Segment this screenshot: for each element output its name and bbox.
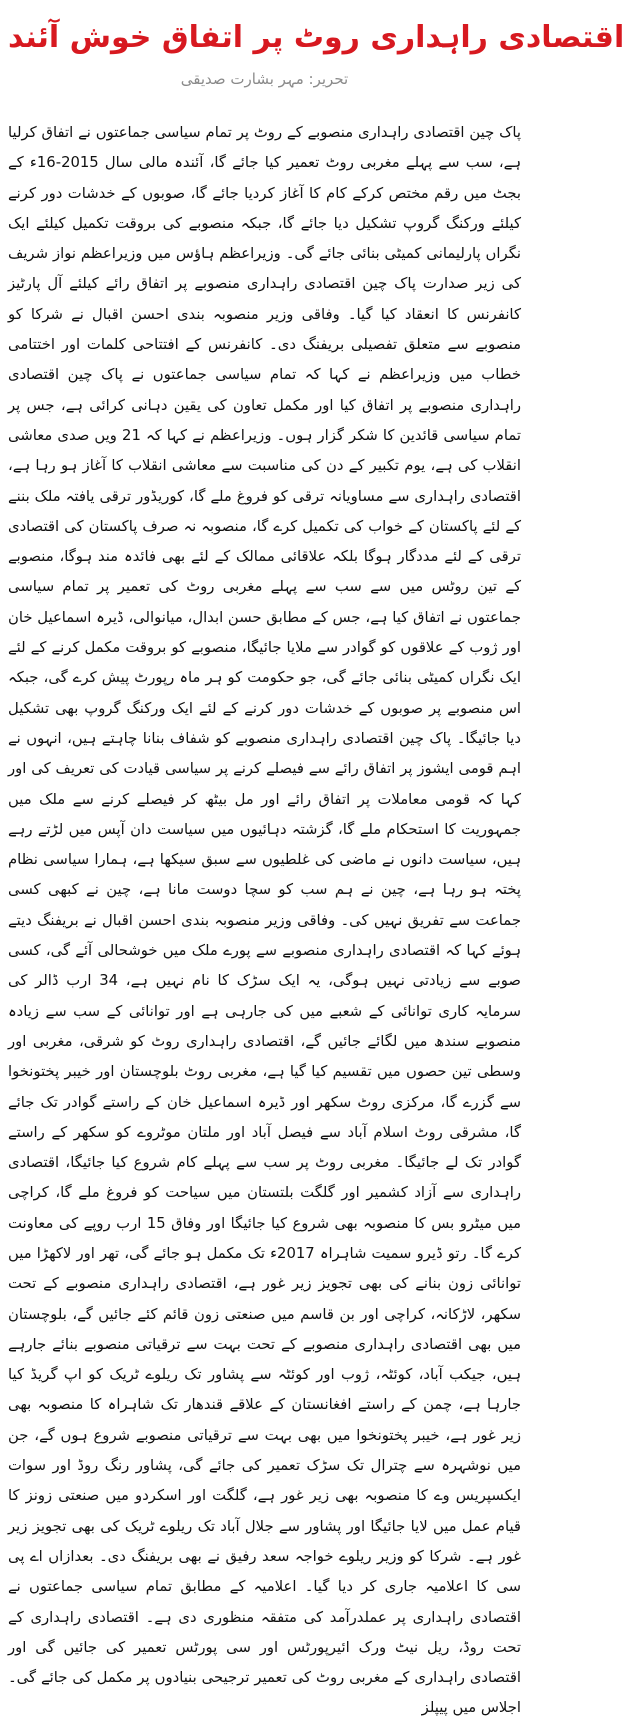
author-byline: تحریر: مہر بشارت صدیقی — [180, 70, 349, 88]
article-body: پاک چین اقتصادی راہداری منصوبے کے روٹ پر تمام سیاسی جماعتوں نے اتفاق کرلیا ہے، سب سے پہلے مغربی روٹ تعمیر کیا جائے گا، آئندہ مالی سال 2015-16ء کے بجٹ میں رقم مختص کرکے کام کا آغاز کردیا جائے گا، صوبوں کے خدشات دور کرنے کیلئے ورکنگ گروپ تشکیل دیا جائے گا، جبکہ منصوبے کی بروقت تکمیل کیلئے ایک نگراں پارلیمانی کمیٹی بنائی جائے گی۔ وزیراعظم ہاؤس میں وزیراعظم نواز شریف کی زیر صدارت پاک چین اقتصادی راہداری منصوبے پر اتفاق رائے کیلئے آل پارٹیز کانفرنس کا انعقاد کیا گیا۔ وفاقی وزیر منصوبہ بندی احسن اقبال نے شرکا کو منصوبے سے متعلق تفصیلی بریفنگ دی۔ کانفرنس کے افتتاحی کلمات اور اختتامی خطاب میں وزیراعظم نے کہا کہ تمام سیاسی جماعتوں نے پاک چین اقتصادی راہداری منصوبے پر اتفاق کیا اور مکمل تعاون کی یقین دہانی کرائی ہے، جس پر تمام سیاسی قائدین کا شکر گزار ہوں۔ وزیراعظم نے کہا کہ 21 ویں صدی معاشی انقلاب کی ہے، یوم تکبیر کے دن کی مناسبت سے معاشی انقلاب کا آغاز ہو رہا ہے، اقتصادی راہداری سے مساویانہ ترقی کو فروغ ملے گا، کوریڈور ترقی یافتہ ملک بننے کے لئے پاکستان کے خواب کی تکمیل کرے گا، منصوبہ نہ صرف پاکستان کی اقتصادی ترقی کے لئے مددگار ہوگا بلکہ علاقائی ممالک کے لئے بھی فائدہ مند ہوگا، منصوبے کے تین روٹس میں سے سب سے پہلے مغربی روٹ کی تعمیر پر تمام سیاسی جماعتوں نے اتفاق کیا ہے، جس کے مطابق حسن ابدال، میانوالی، ڈیرہ اسماعیل خان اور ژوب کے علاقوں کو گوادر سے ملایا جائیگا، منصوبے کو بروقت مکمل کرنے کے لئے ایک نگراں کمیٹی بنائی جائے گی، جو حکومت کو ہر ماہ رپورٹ پیش کرے گی، جبکہ اس منصوبے پر صوبوں کے خدشات دور کرنے کے لئے ایک ورکنگ گروپ بھی تشکیل دیا جائیگا۔ پاک چین اقتصادی راہداری منصوبے کو شفاف بنانا چاہتے ہیں، انہوں نے اہم قومی ایشوز پر اتفاق رائے سے فیصلے کرنے پر سیاسی قیادت کی تعریف کی اور کہا کہ قومی معاملات پر اتفاق رائے اور مل بیٹھ کر فیصلے کرنے سے ملک میں جمہوریت کا استحکام ملے گا، گزشتہ دہائیوں میں سیاست دان آپس میں لڑتے رہے ہیں، سیاست دانوں نے ماضی کی غلطیوں سے سبق سیکھا ہے، ہمارا سیاسی نظام پختہ ہو رہا ہے، چین نے ہم سب کو سچا دوست مانا ہے، چین نے کبھی کسی جماعت سے تفریق نہیں کی۔ وفاقی وزیر منصوبہ بندی احسن اقبال نے بریفنگ دیتے ہوئے کہا کہ اقتصادی راہداری منصوبے سے پورے ملک میں خوشحالی آئے گی، کسی صوبے سے زیادتی نہیں ہوگی، یہ ایک سڑک کا نام نہیں ہے، 34 ارب ڈالر کی سرمایہ کاری توانائی کے شعبے میں کی جارہی ہے اور توانائی کے سب سے زیادہ منصوبے سندھ میں لگائے جائیں گے، اقتصادی راہداری روٹ کو شرقی، مغربی اور وسطی تین حصوں میں تقسیم کیا گیا ہے، مغربی روٹ بلوچستان اور خیبر پختونخوا سے گزرے گا، مرکزی روٹ سکھر اور ڈیرہ اسماعیل خان کے راستے گوادر تک جائے گا، مشرقی روٹ اسلام آباد سے فیصل آباد اور ملتان موٹروے کو سکھر کے راستے گوادر تک لے جائیگا۔ مغربی روٹ پر سب سے پہلے کام شروع کیا جائیگا، اقتصادی راہداری سے آزاد کشمیر اور گلگت بلتستان میں سیاحت کو فروغ ملے گا، کراچی میں میٹرو بس کا منصوبہ بھی شروع کیا جائیگا اور وفاق 15 ارب روپے کی معاونت کرے گا۔ رتو ڈیرو سمیت شاہراہ 2017ء تک مکمل ہو جائے گی، تھر اور لاکھڑا میں توانائی زون بنانے کی بھی تجویز زیر غور ہے، اقتصادی راہداری منصوبے کے تحت سکھر، لاڑکانہ، کراچی اور بن قاسم میں صنعتی زون قائم کئے جائیں گے، بلوچستان میں بھی اقتصادی راہداری منصوبے کے تحت بہت سے ترقیاتی منصوبے بنائے جارہے ہیں، جیکب آباد، کوئٹہ، ژوب اور کوئٹہ سے پشاور تک ریلوے ٹریک کو اپ گریڈ کیا جارہا ہے، چمن کے راستے افغانستان کے علاقے قندھار تک شاہراہ کا منصوبہ بھی زیر غور ہے، خیبر پختونخوا میں بھی بہت سے ترقیاتی منصوبے شروع ہوں گے، جن میں نوشہرہ سے چترال تک سڑک تعمیر کی جائے گی، پشاور رنگ روڈ اور سوات ایکسپریس وے کا منصوبہ بھی زیر غور ہے، گلگت اور اسکردو میں صنعتی زونز کا قیام عمل میں لایا جائیگا اور پشاور سے جلال آباد تک ریلوے ٹریک کی بھی تجویز زیر غور ہے۔ شرکا کو وزیر ریلوے خواجہ سعد رفیق نے بھی بریفنگ دی۔ بعدازاں اے پی سی کا اعلامیہ جاری کر دیا گیا۔ اعلامیہ کے مطابق تمام سیاسی جماعتوں نے اقتصادی راہداری پر عملدرآمد کی متفقہ منظوری دی ہے۔ اقتصادی راہداری کے تحت روڈ، ریل نیٹ ورک ائیرپورٹس اور سی پورٹس تعمیر کی جائیں گی اور اقتصادی راہداری کے مغربی روٹ کی تعمیر ترجیحی بنیادوں پر مکمل کی جائے گی۔ اجلاس میں پیپلز — [8, 124, 522, 1717]
article-headline: اقتصادی راہداری روٹ پر اتفاق خوش آئند — [8, 20, 624, 55]
